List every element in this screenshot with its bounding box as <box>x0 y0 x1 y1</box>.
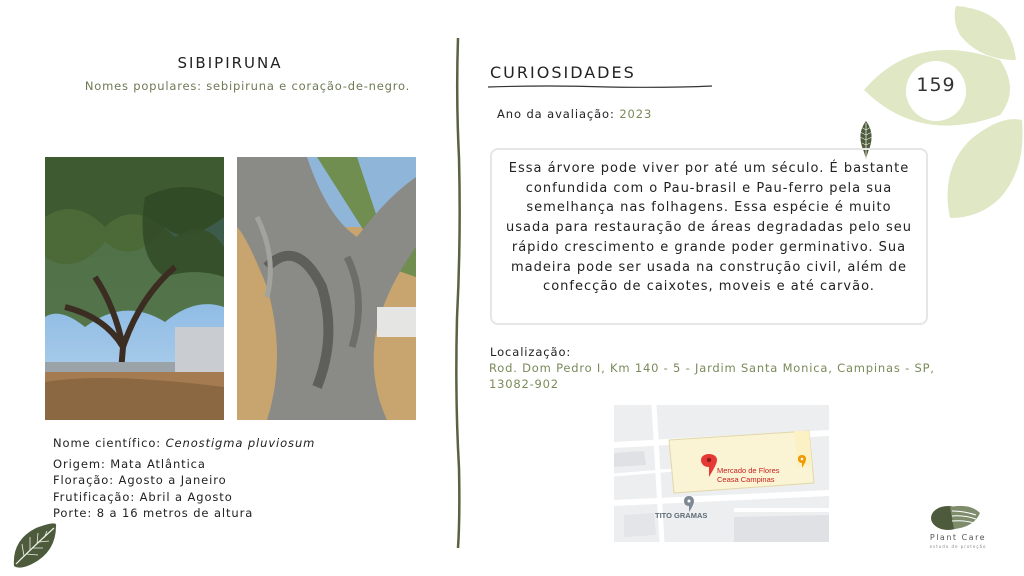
scientific-name: Cenostigma pluviosum <box>165 436 316 450</box>
tree-photo-trunk <box>237 157 416 420</box>
plant-care-logo-icon <box>930 503 982 533</box>
logo-name: Plant Care <box>929 533 987 542</box>
column-divider <box>448 38 468 548</box>
year-value: 2023 <box>619 107 653 121</box>
logo-tagline: estudo de proteção <box>929 544 987 549</box>
leaf-icon <box>948 119 1023 218</box>
scientific-name-label: Nome científico: <box>53 436 162 450</box>
section-title: CURIOSIDADES <box>490 63 636 82</box>
popular-names: Nomes populares: sebipiruna e coração-de-negro. <box>84 79 411 93</box>
map-place-name[interactable]: Mercado de Flores Ceasa Campinas <box>717 466 780 484</box>
species-title: SIBIPIRUNA <box>177 54 283 72</box>
leaf-icon <box>10 522 60 570</box>
evaluation-year <box>497 107 652 121</box>
year-label: Ano da avaliação: <box>497 107 615 121</box>
origin: Origem: Mata Atlântica <box>53 456 206 471</box>
location-address: Rod. Dom Pedro I, Km 140 - 5 - Jardim Santa Monica, Campinas - SP, 13082-902 <box>489 361 935 391</box>
tree-photo-canopy <box>45 157 224 420</box>
location-map[interactable] <box>614 405 829 542</box>
tree-size: Porte: 8 a 16 metros de altura <box>53 506 254 520</box>
map-secondary-place[interactable]: TITO GRAMAS <box>655 511 708 520</box>
fruiting: Frutificação: Abril a Agosto <box>53 489 233 504</box>
curiosity-box: Essa árvore pode viver por até um século. É bastante confundida com o Pau-brasil e Pau-ferro pela sua semelhança nas folhagens. Essa espécie é muito usada para restauração de áreas degradadas pelo seu rápido crescimento e grande poder germinativo. Sua madeira pode ser usada na construção civil, além de confecção de caixotes, moveis e até carvão. <box>490 148 928 325</box>
species-facts <box>53 435 315 522</box>
leaf-cluster <box>860 0 1024 225</box>
page-number-badge: 159 <box>916 74 956 96</box>
title-underline <box>488 84 712 90</box>
flowering: Floração: Agosto a Janeiro <box>53 473 227 487</box>
scientific-name-row <box>53 435 315 452</box>
location-label: Localização: <box>490 345 572 359</box>
